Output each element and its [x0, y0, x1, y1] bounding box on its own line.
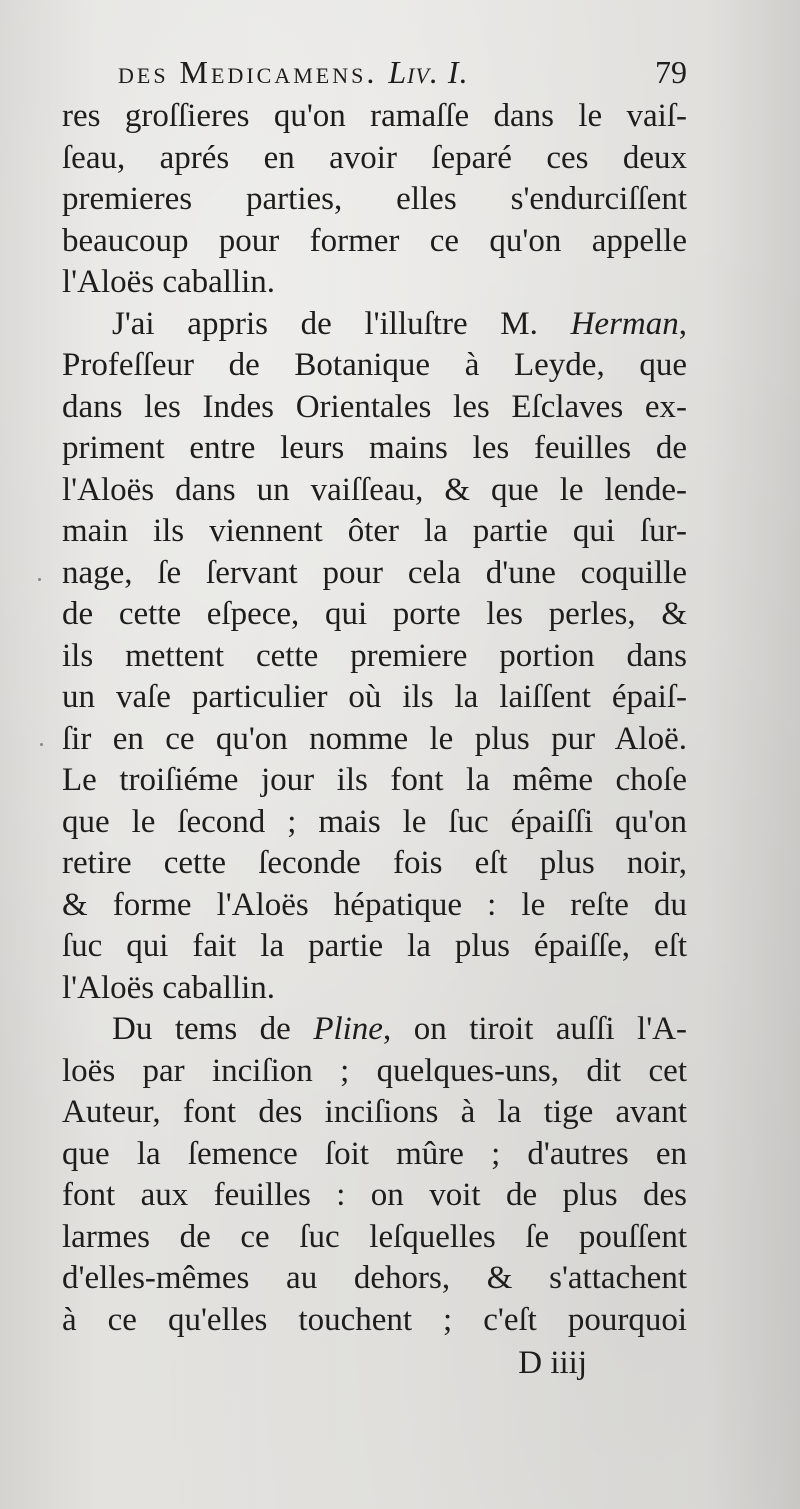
text-line: l'Aloës caballin.: [62, 969, 276, 1006]
text-line: d'elles-mêmes au dehors, & s'attachent: [62, 1260, 687, 1296]
text-block: [62, 48, 687, 1385]
text-line: larmes de ce ſuc leſquelles ſe pouſſent: [62, 1218, 687, 1255]
italic-name: Herman: [570, 305, 679, 342]
text-line: Auteur, font des inciſions à la tige avant: [62, 1094, 687, 1130]
paragraph-2: [62, 304, 687, 1010]
text-line: ſuc qui fait la partie la plus épaiſſe, eſt: [62, 928, 687, 964]
text-line: J'ai appris de l'illuſtre M. Herman,: [112, 305, 687, 342]
text-line: que le ſecond ; mais le ſuc épaiſſi qu'on: [62, 803, 687, 840]
text-line: Profeſſeur de Botanique à Leyde, que: [62, 347, 687, 383]
text-line: & forme l'Aloës hépatique : le reſte du: [62, 886, 687, 923]
text-line: main ils viennent ôter la partie qui ſur-: [62, 513, 687, 549]
running-head: [62, 48, 687, 96]
paragraph-3: [62, 1009, 687, 1341]
text-line: ils mettent cette premiere portion dans: [62, 637, 687, 674]
text-line: dans les Indes Orientales les Eſclaves ex-: [62, 388, 687, 425]
text-line: l'Aloës caballin.: [62, 264, 276, 300]
page-number: 79: [655, 54, 687, 90]
text-line: retire cette ſeconde fois eſt plus noir,: [62, 845, 687, 881]
text-line: Le troiſiéme jour ils font la même choſe: [62, 762, 687, 798]
text-line: loës par inciſion ; quelques-uns, dit cet: [62, 1052, 687, 1089]
paper-speck: [40, 743, 43, 746]
text-line: Du tems de Pline, on tiroit auſſi l'A-: [112, 1011, 687, 1047]
signature-mark: D iiij: [518, 1345, 587, 1381]
text-line: ſir en ce qu'on nomme le plus pur Aloë.: [62, 720, 687, 757]
text-line: premieres parties, elles s'endurciſſent: [62, 181, 687, 217]
text-line: de cette eſpece, qui porte les perles, &: [62, 596, 687, 632]
text-line: nage, ſe ſervant pour cela d'une coquille: [62, 554, 687, 591]
text-line: res groſſieres qu'on ramaſſe dans le vaiſ-: [62, 98, 687, 134]
text-line: à ce qu'elles touchent ; c'eſt pourquoi: [62, 1301, 687, 1338]
paper-speck: [38, 578, 41, 581]
text-line: un vaſe particulier où ils la laiſſent épaiſ-: [62, 679, 687, 715]
text-line: priment entre leurs mains les feuilles de: [62, 430, 687, 466]
book-number: Liv. I.: [388, 54, 469, 90]
running-title-text: des Medicamens.: [118, 54, 378, 90]
text-line: font aux feuilles : on voit de plus des: [62, 1177, 687, 1213]
text-line: l'Aloës dans un vaiſſeau, & que le lende-: [62, 471, 687, 508]
italic-name: Pline: [313, 1011, 383, 1047]
text-line: que la ſemence ſoit mûre ; d'autres en: [62, 1135, 687, 1172]
text-line: ſeau, aprés en avoir ſeparé ces deux: [62, 139, 687, 176]
running-title: [118, 48, 469, 96]
paragraph-1: [62, 96, 687, 304]
text-line: beaucoup pour former ce qu'on appelle: [62, 222, 687, 259]
